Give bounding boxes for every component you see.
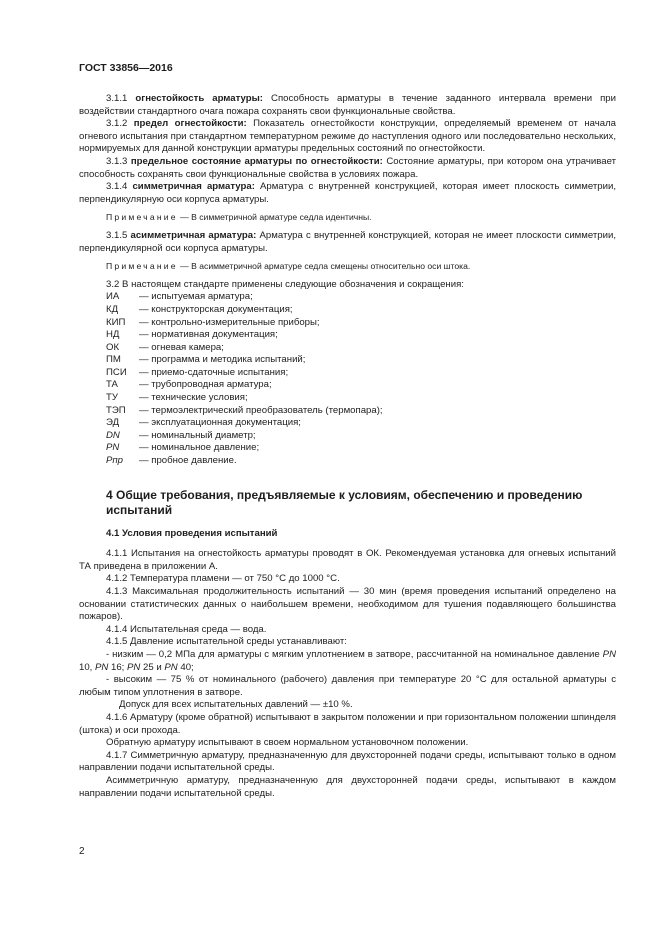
- para-4-1-3: 4.1.3 Максимальная продолжительность испытаний — 30 мин (время проведения испытаний определено на основании статистических данных о наибольшем времени, необходимом для тушения подавляющего большинства пожаров).: [79, 586, 616, 623]
- note-label: Примечание: [106, 261, 178, 272]
- page-content: [79, 93, 616, 800]
- term: асимметричная арматура:: [130, 229, 257, 241]
- abbr-item: ТА — трубопроводная арматура;: [106, 379, 272, 391]
- page-number: 2: [79, 846, 85, 857]
- abbr-item: НД — нормативная документация;: [106, 329, 278, 341]
- pressure-low-item: - низким — 0,2 МПа для арматуры с мягким уплотнением в затворе, рассчитанной на номинальное давление PN 10, PN 16; PN 25 и PN 40;: [79, 648, 616, 673]
- para-4-1-7: 4.1.7 Симметричную арматуру, предназначенную для двухсторонней подачи среды, испытывают только в одном направлении подачи испытательной среды.: [79, 749, 616, 774]
- term: симметричная арматура:: [132, 181, 255, 193]
- abbr-item: Pпр — пробное давление.: [106, 455, 237, 467]
- note-1: Примечание — В симметричной арматуре седла идентичны.: [106, 212, 372, 223]
- pressure-high-item: - высоким — 75 % от номинального (рабочего) давления при температуре 20 °С для остальной арматуры с любым типом уплотнения в затворе.: [79, 674, 616, 698]
- definition-3-1-1: 3.1.1 огнестойкость арматуры: Способность арматуры в течение заданного интервала времени при воздействии стандартного очага пожара сохранять свои функциональные свойства.: [79, 93, 616, 117]
- section-4-title: 4 Общие требования, предъявляемые к условиям, обеспечению и проведению испытаний: [106, 487, 583, 517]
- note-2: Примечание — В асимметричной арматуре седла смещены относительно оси штока.: [106, 261, 471, 272]
- abbr-item: ПМ — программа и методика испытаний;: [106, 354, 306, 366]
- term: огнестойкость арматуры:: [135, 93, 264, 104]
- para-4-1-5: 4.1.5 Давление испытательной среды устанавливают:: [106, 636, 347, 648]
- para-4-1-7-b: Асимметричную арматуру, предназначенную для двухсторонней подачи среды, испытывают в каждом направлении подачи испытательной среды.: [79, 774, 616, 799]
- abbr-item: КД — конструкторская документация;: [106, 303, 293, 315]
- definition-3-1-5: 3.1.5 асимметричная арматура: Арматура с внутренней конструкцией, которая не имеет плоскости симметрии, перпендикулярной оси корпуса арматуры.: [79, 229, 616, 254]
- abbr-item: ЭД — эксплуатационная документация;: [106, 417, 301, 429]
- definition-3-1-2: 3.1.2 предел огнестойкости: Показатель огнестойкости конструкции, определяемый временем от начала огневого испытания при стандартном температурном режиме до наступления одного или последовательно нескольких, нормируемых для данной конструкции арматуры предельных состояний по огнестойкости.: [79, 118, 617, 155]
- para-4-1-6-b: Обратную арматуру испытывают в своем нормальном установочном положении.: [106, 737, 469, 749]
- tolerance-text: Допуск для всех испытательных давлений — ±10 %.: [119, 699, 353, 711]
- term: предельное состояние арматуры по огнестойкости:: [130, 155, 383, 167]
- abbr-item: ИА — испытуемая арматура;: [106, 291, 253, 303]
- abbr-item: DN — номинальный диаметр;: [106, 429, 256, 441]
- para-4-1-4: 4.1.4 Испытательная среда — вода.: [106, 623, 267, 635]
- para-4-1-2: 4.1.2 Температура пламени — от 750 °С до 1000 °С.: [106, 573, 340, 585]
- definition-3-1-3: 3.1.3 предельное состояние арматуры по огнестойкости: Состояние арматуры, при котором она утрачивает способность сохранять свои функциональные свойства в условиях пожара.: [79, 155, 617, 180]
- abbreviations-list: [79, 291, 616, 467]
- abbr-item: ТУ — технические условия;: [106, 392, 248, 404]
- abbr-item: ТЭП — термоэлектрический преобразователь (термопара);: [106, 404, 383, 416]
- document-header: ГОСТ 33856—2016: [79, 62, 173, 74]
- definition-3-1-4: 3.1.4 симметричная арматура: Арматура с внутренней конструкцией, которая имеет плоскость симметрии, перпендикулярную оси корпуса арматуры.: [79, 181, 616, 205]
- note-label: Примечание: [106, 212, 178, 223]
- section-4-1-title: 4.1 Условия проведения испытаний: [106, 527, 278, 539]
- term: предел огнестойкости:: [133, 118, 247, 130]
- abbreviations-intro: 3.2 В настоящем стандарте применены следующие обозначения и сокращения:: [106, 278, 464, 290]
- para-4-1-1: 4.1.1 Испытания на огнестойкость арматуры проводят в ОК. Рекомендуемая установка для огневых испытаний ТА приведена в приложении А.: [79, 548, 616, 572]
- abbr-item: PN — номинальное давление;: [106, 442, 260, 454]
- abbr-item: КИП — контрольно-измерительные приборы;: [106, 316, 320, 328]
- abbr-item: ОК — огневая камера;: [106, 341, 224, 353]
- abbr-item: ПСИ — приемо-сдаточные испытания;: [106, 366, 289, 378]
- para-4-1-6: 4.1.6 Арматуру (кроме обратной) испытывают в закрытом положении и при горизонтальном положении шпинделя (штока) и оси прохода.: [79, 711, 616, 736]
